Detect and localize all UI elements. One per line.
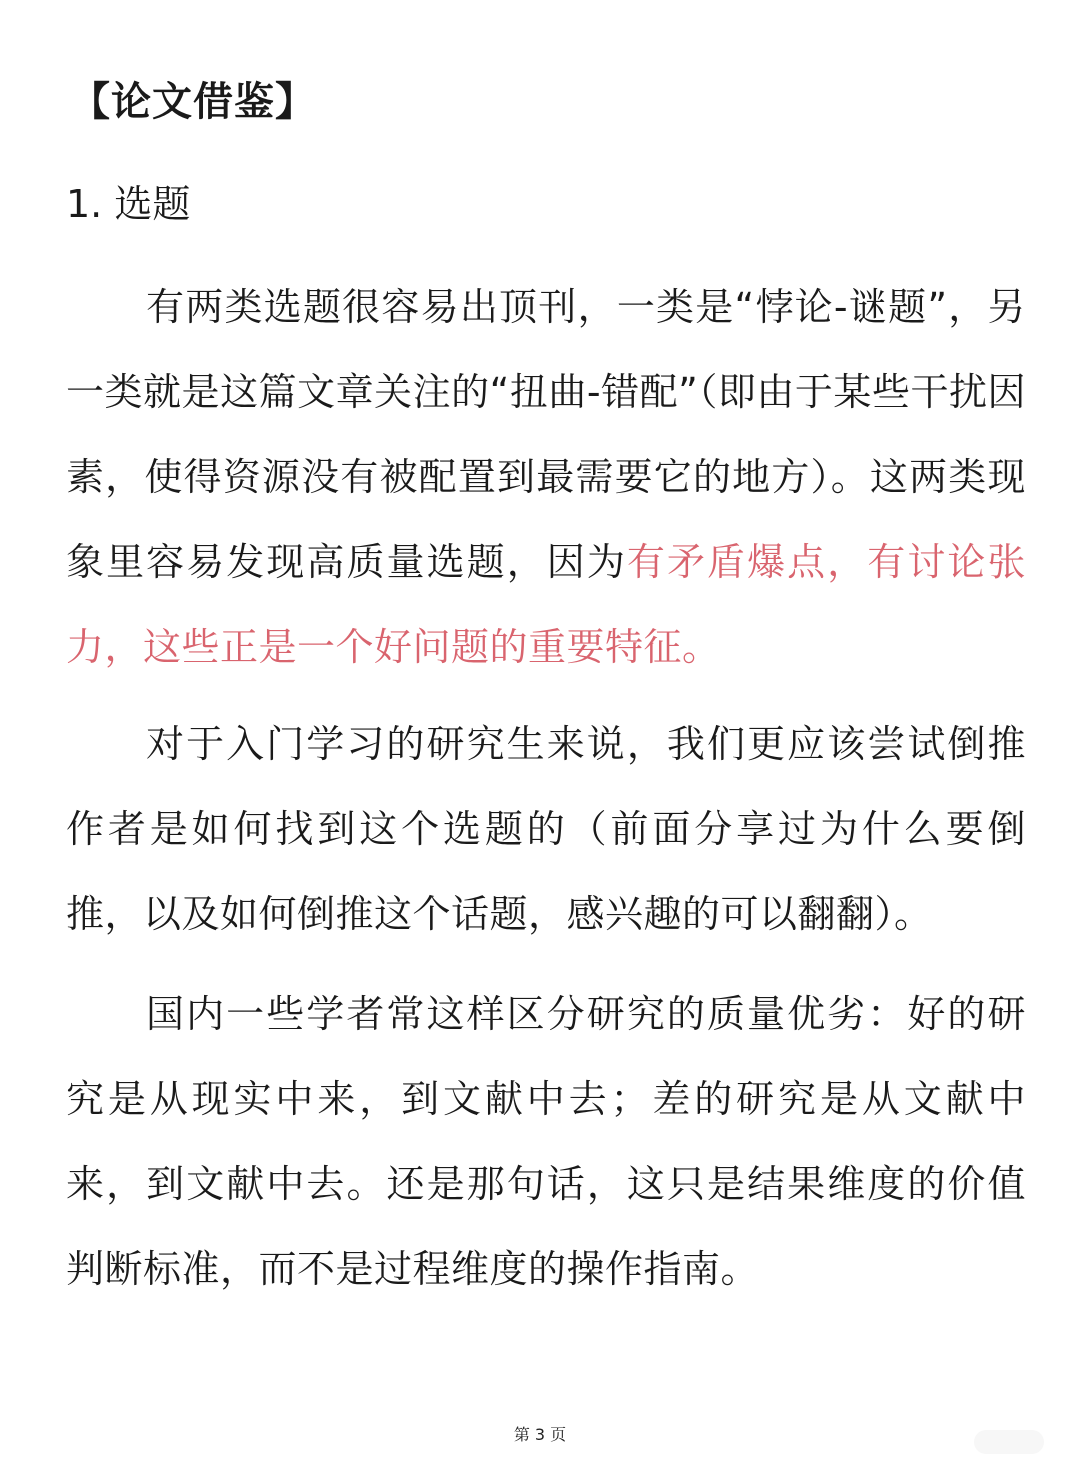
paragraph-1	[66, 265, 1026, 690]
paragraph-3	[66, 972, 1026, 1312]
section-heading: 1. 选题	[66, 182, 191, 226]
page-number: 第 3 页	[513, 1425, 567, 1444]
page-title: 【论文借鉴】	[70, 79, 316, 125]
paragraph-3-text: 国内一些学者常这样区分研究的质量优劣：好的研究是从现实中来，到文献中去；差的研究是从文献中来，到文献中去。还是那句话，这只是结果维度的价值判断标准，而不是过程维度的操作指南。	[66, 992, 1026, 1291]
paragraph-2-text: 对于入门学习的研究生来说，我们更应该尝试倒推作者是如何找到这个选题的（前面分享过为什么要倒推，以及如何倒推这个话题，感兴趣的可以翻翻）。	[66, 722, 1026, 936]
paragraph-1-text: 有两类选题很容易出顶刊，一类是“悖论-谜题”，另一类就是这篇文章关注的“扭曲-错配”（即由于某些干扰因素，使得资源没有被配置到最需要它的地方）。这两类现象里容易发现高质量选题，因为	[66, 285, 1026, 584]
paragraph-1-highlight: 有矛盾爆点，有讨论张力，这些正是一个好问题的重要特征。	[66, 540, 1026, 669]
paragraph-2	[66, 702, 1026, 957]
watermark	[974, 1430, 1044, 1454]
